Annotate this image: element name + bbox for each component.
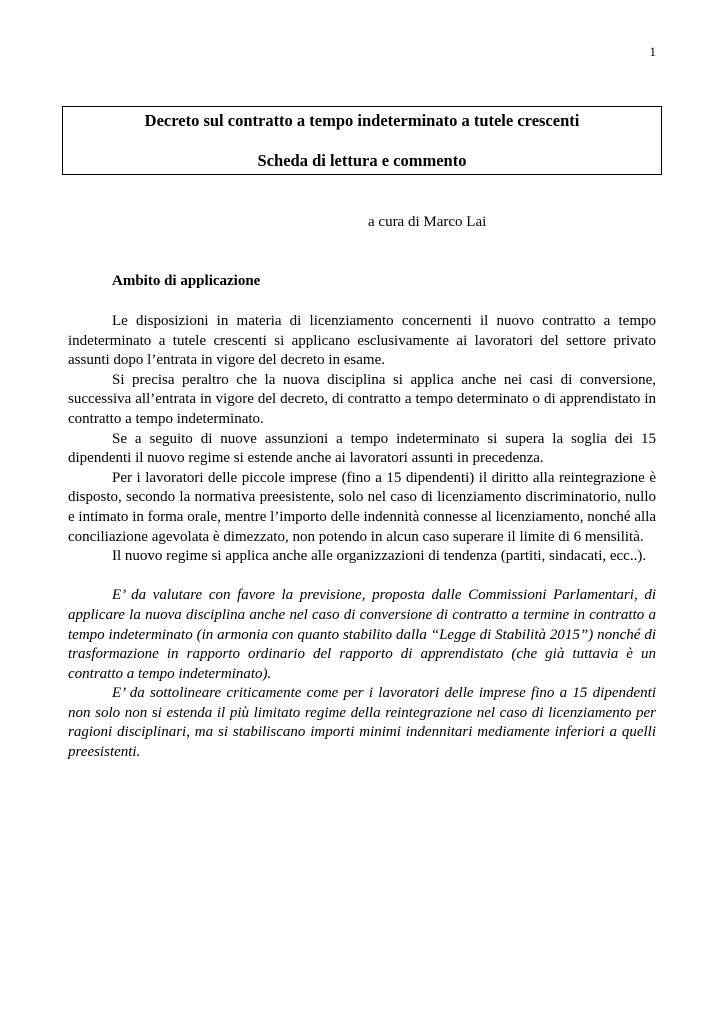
paragraph: Si precisa peraltro che la nuova disciplina si applica anche nei casi di conversione, successiva all’entrata in vigore del decreto, di contratto a tempo determinato o di apprendistato in contratto a tempo indeterminato.	[68, 371, 656, 427]
title-box	[62, 106, 662, 175]
author-line: a cura di Marco Lai	[368, 214, 487, 230]
paragraph: Se a seguito di nuove assunzioni a tempo indeterminato si supera la soglia dei 15 dipendenti il nuovo regime si estende anche ai lavoratori assunti in precedenza.	[68, 430, 656, 467]
commentary-paragraph: E’ da sottolineare criticamente come per i lavoratori delle imprese fino a 15 dipendenti non solo non si estenda il più limitato regime della reintegrazione nel caso di licenziamento per ragioni disciplinari, ma si stabiliscano importi minimi indennitari mediamente inferiori a quelli preesistenti.	[68, 685, 656, 761]
paragraph: Il nuovo regime si applica anche alle organizzazioni di tendenza (partiti, sindacati, ecc..).	[112, 548, 647, 565]
paragraph: Per i lavoratori delle piccole imprese (fino a 15 dipendenti) il diritto alla reintegrazione è disposto, secondo la normativa preesistente, solo nel caso di licenziamento discriminatorio, nullo e intimato in forma orale, mentre l’importo delle indennità connesse al licenziamento, nonché alla conciliazione agevolata è dimezzato, non potendo in alcun caso superare il limite di 6 mensilità.	[68, 469, 656, 545]
paragraph: Le disposizioni in materia di licenziamento concernenti il nuovo contratto a tempo indeterminato a tutele crescenti si applicano esclusivamente ai lavoratori del settore privato assunti dopo l’entrata in vigore del decreto in esame.	[68, 313, 656, 369]
section-heading: Ambito di applicazione	[112, 273, 261, 289]
document-subtitle: Scheda di lettura e commento	[257, 151, 467, 170]
body-text	[68, 312, 656, 763]
commentary-paragraph: E’ da valutare con favore la previsione, proposta dalle Commissioni Parlamentari, di applicare la nuova disciplina anche nel caso di conversione di contratto a termine in contratto a tempo indeterminato (in armonia con quanto stabilito dalla “Legge di Stabilità 2015”) nonché di trasformazione in rapporto ordinario del rapporto di apprendistato (che già tuttavia è un contratto a tempo indeterminato).	[68, 587, 656, 682]
page-number: 1	[649, 44, 656, 59]
document-title: Decreto sul contratto a tempo indeterminato a tutele crescenti	[144, 111, 580, 130]
